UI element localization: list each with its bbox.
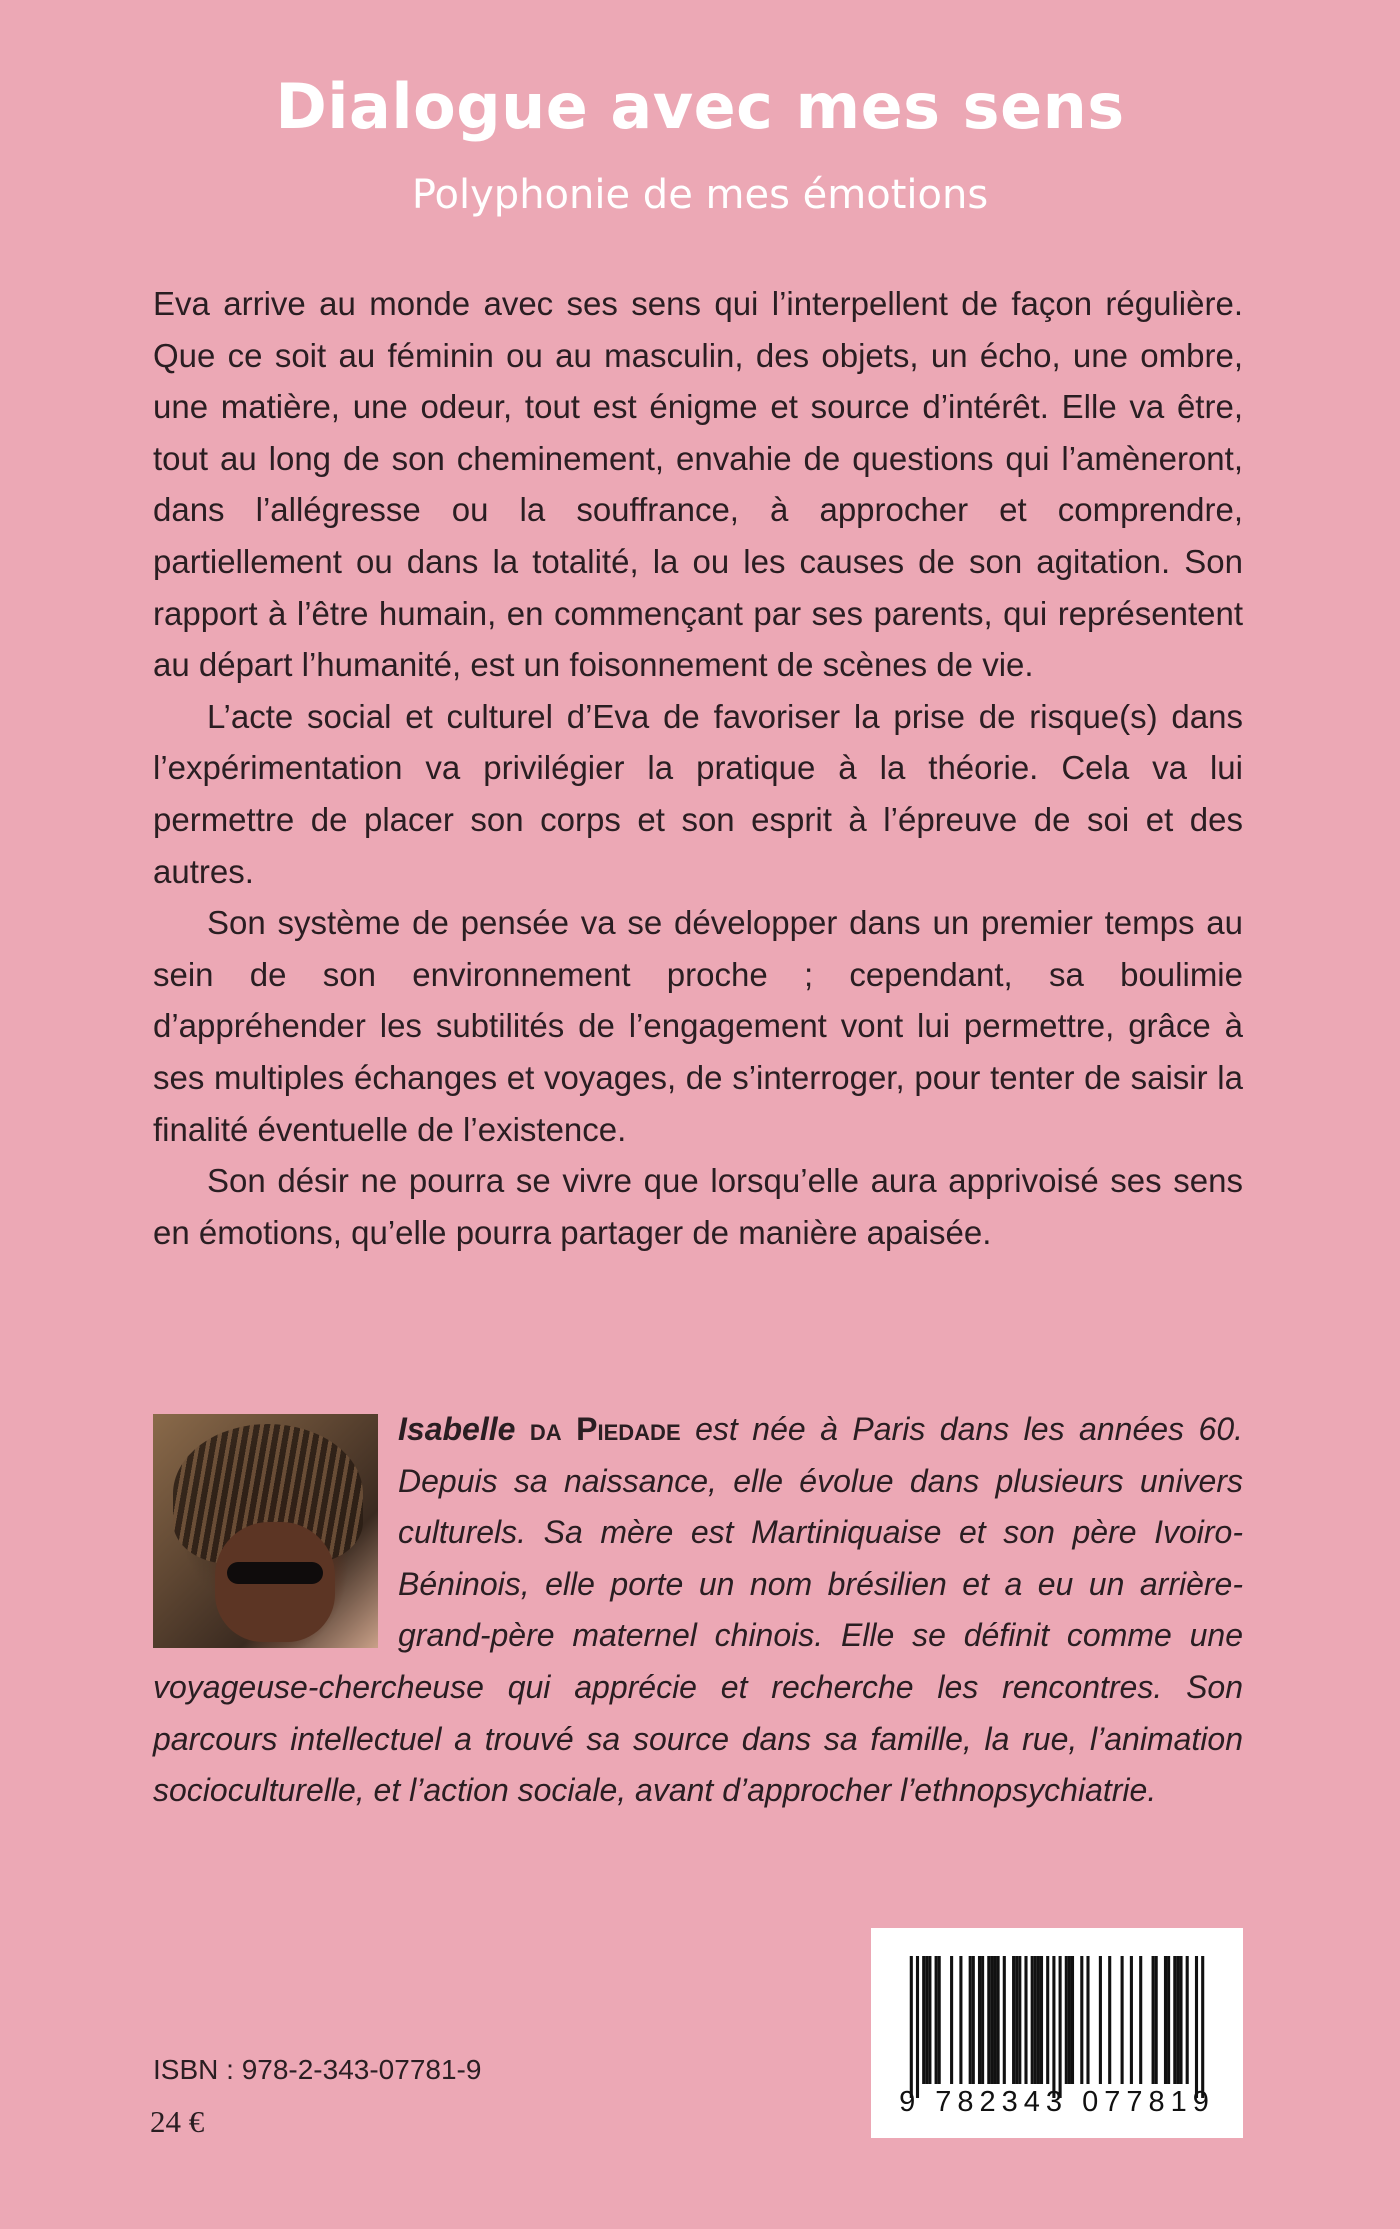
author-first-name: Isabelle	[398, 1411, 516, 1447]
barcode	[871, 1928, 1243, 2138]
summary-paragraph: Son désir ne pourra se vivre que lorsqu’elle aura apprivoisé ses sens en émotions, qu’elle pourra partager de manière apaisée.	[153, 1162, 1243, 1251]
barcode-bar	[972, 1956, 975, 2084]
barcode-bar	[1034, 1956, 1037, 2084]
barcode-bar	[1186, 1956, 1189, 2084]
barcode-bar	[1139, 1956, 1142, 2084]
barcode-bar	[1068, 1956, 1071, 2084]
barcode-bar	[925, 1956, 928, 2084]
barcode-bar	[916, 1956, 919, 2098]
barcode-bar	[959, 1956, 962, 2084]
summary-paragraph: L’acte social et culturel d’Eva de favoriser la prise de risque(s) dans l’expérimentation va privilégier la pratique à la théorie. Cela va lui permettre de placer son corps et son esprit à l’épreuve de soi et des autres.	[153, 697, 1243, 890]
book-subtitle: Polyphonie de mes émotions	[411, 172, 989, 218]
barcode-bar	[969, 1956, 972, 2084]
barcode-bar	[950, 1956, 953, 2084]
barcode-bar	[1152, 1956, 1155, 2084]
photo-spacer	[153, 1404, 398, 1659]
barcode-number: 9 782343 077819	[899, 2086, 1215, 2118]
barcode-bar	[1031, 1956, 1034, 2084]
book-title: Dialogue avec mes sens	[275, 70, 1125, 143]
summary-paragraph: Eva arrive au monde avec ses sens qui l’interpellent de façon régulière. Que ce soit au féminin ou au masculin, des objets, un écho, une ombre, une matière, une odeur, tout est énigme et source d’intérêt. Elle va être, tout au long de son cheminement, envahie de questions qui l’amèneront, dans l’allégresse ou la souffrance, à approcher et comprendre, partiellement ou dans la totalité, la ou les causes de son agitation. Son rapport à l’être humain, en commençant par ses parents, qui représentent au départ l’humanité, est un foisonnement de scènes de vie.	[153, 285, 1243, 684]
barcode-bar	[1195, 1956, 1198, 2098]
barcode-bar	[1086, 1956, 1089, 2084]
summary-paragraph: Son système de pensée va se développer dans un premier temps au sein de son environnement proche ; cependant, sa boulimie d’appréhender les subtilités de l’engagement vont lui permettre, grâce à ses multiples échanges et voyages, de s’interroger, pour tenter de saisir la finalité éventuelle de l’existence.	[153, 904, 1243, 1148]
author-surname: da Piedade	[529, 1411, 681, 1447]
barcode-bar	[1108, 1956, 1111, 2084]
barcode-bar	[1015, 1956, 1018, 2084]
barcode-bar	[1024, 1956, 1027, 2084]
barcode-bar	[1012, 1956, 1015, 2084]
barcode-bar	[1040, 1956, 1043, 2084]
barcode-bar	[1164, 1956, 1167, 2084]
isbn-label: ISBN : 978-2-343-07781-9	[153, 2054, 482, 2085]
barcode-bar	[1121, 1956, 1124, 2084]
barcode-bar	[1046, 1956, 1049, 2084]
barcode-bar	[987, 1956, 990, 2084]
barcode-bar	[922, 1956, 925, 2084]
barcode-bar	[1173, 1956, 1176, 2084]
barcode-bar	[1037, 1956, 1040, 2084]
barcode-bar	[1179, 1956, 1182, 2084]
barcode-bar	[1059, 1956, 1062, 2098]
barcode-bar	[910, 1956, 913, 2098]
barcode-bar	[981, 1956, 984, 2084]
barcode-bar	[1003, 1956, 1006, 2084]
barcode-bar	[997, 1956, 1000, 2084]
barcode-bar	[1018, 1956, 1021, 2084]
author-biography	[153, 1404, 1243, 1817]
barcode-bar	[990, 1956, 993, 2084]
back-cover-summary	[153, 278, 1243, 1258]
barcode-bar	[993, 1956, 996, 2084]
price-label: 24 €	[150, 2104, 205, 2139]
barcode-bar	[935, 1956, 938, 2084]
barcode-bar	[1130, 1956, 1133, 2084]
barcode-bar	[1071, 1956, 1074, 2084]
barcode-bar	[1052, 1956, 1055, 2098]
barcode-bar	[1176, 1956, 1179, 2084]
barcode-bar	[938, 1956, 941, 2084]
barcode-bar	[1201, 1956, 1204, 2098]
barcode-bar	[1099, 1956, 1102, 2084]
barcode-bar	[928, 1956, 931, 2084]
barcode-bar	[1167, 1956, 1170, 2084]
barcode-bar	[1080, 1956, 1083, 2084]
author-bio-text: est née à Paris dans les années 60. Depuis sa naissance, elle évolue dans plusieurs univers culturels. Sa mère est Martiniquaise et son père Ivoiro-Béninois, elle porte un nom brésilien et a eu un arrière-grand-père maternel chinois. Elle se définit comme une voyageuse-chercheuse qui apprécie et recherche les rencontres. Son parcours intellectuel a trouvé sa source dans sa famille, la rue, l’animation socioculturelle, et l’action sociale, avant d’approcher l’ethnopsychiatrie.	[153, 1411, 1244, 1809]
barcode-bar	[1155, 1956, 1158, 2084]
barcode-bar	[1065, 1956, 1068, 2084]
barcode-bar	[978, 1956, 981, 2084]
